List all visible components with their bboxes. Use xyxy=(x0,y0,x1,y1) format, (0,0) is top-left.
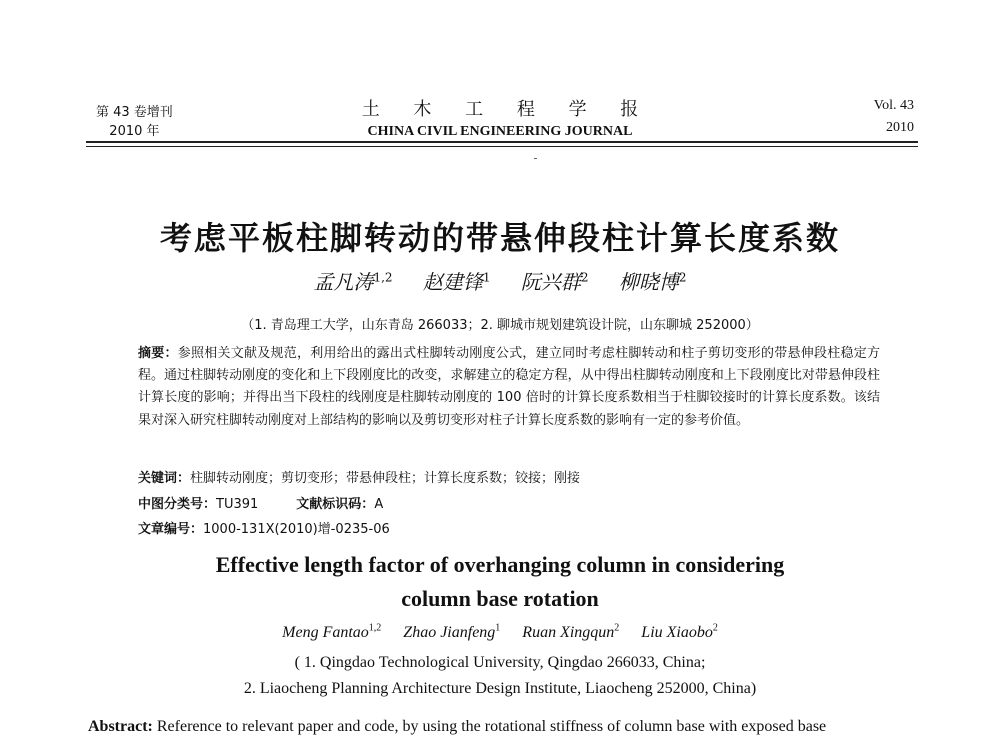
author-cn-sup: 1 xyxy=(482,270,491,285)
authors-en xyxy=(0,623,1000,642)
paper-title-en-line2: column base rotation xyxy=(401,586,599,611)
author-cn xyxy=(619,270,687,294)
volume-info xyxy=(874,95,914,139)
keywords-cn xyxy=(138,467,580,486)
author-en-name: Zhao Jianfeng xyxy=(403,624,496,642)
author-cn-sup: 2 xyxy=(678,270,687,285)
header-rule-thick xyxy=(86,141,918,143)
paper-title-en-line1: Effective length factor of overhanging column in considering xyxy=(215,552,785,577)
volume-label: Vol. 43 xyxy=(873,98,914,113)
abstract-cn-text: 参照相关文献及规范，利用给出的露出式柱脚转动刚度公式，建立同时考虑柱脚转动和柱子剪切变形的带悬伸段柱稳定方程。通过柱脚转动刚度的变化和上下段刚度比的改变，求解建立的稳定方程，从中得出柱脚转动刚度和上下段刚度比对带悬伸段柱计算长度的影响；并得出当下段柱的线刚度是柱脚转动刚度的 100 倍时的计算长度系数相当于柱脚铰接时的计算长度系数。该结果对深入研究柱脚转动刚度对上部结构的影响以及剪切变形对柱子计算长度系数的影响有一定的参考价值。 xyxy=(138,346,880,428)
journal-masthead xyxy=(330,95,670,140)
abstract-en-text: Reference to relevant paper and code, by using the rotational stiffness of column base with exposed base xyxy=(156,718,827,735)
abstract-en-label: Abstract: xyxy=(88,718,153,735)
author-en-sup: 2 xyxy=(712,623,718,634)
author-cn-name: 孟凡涛 xyxy=(313,270,374,294)
abstract-cn-label: 摘要： xyxy=(138,346,178,361)
authors-cn xyxy=(0,266,1000,295)
author-cn-sup: 2 xyxy=(580,270,589,285)
author-en-sup: 1,2 xyxy=(368,623,382,634)
author-en xyxy=(282,624,381,641)
author-en xyxy=(522,624,619,641)
abstract-cn xyxy=(138,343,880,432)
journal-name-cn: 土 木 工 程 学 报 xyxy=(361,99,653,120)
author-en-name: Meng Fantao xyxy=(282,624,369,642)
author-cn xyxy=(313,270,392,294)
author-cn-sup: 1,2 xyxy=(373,270,393,285)
author-cn xyxy=(423,270,491,294)
journal-name-en: CHINA CIVIL ENGINEERING JOURNAL xyxy=(367,124,633,139)
affiliation-en-line2: 2. Liaocheng Planning Architecture Design Institute, Liaocheng 252000, China) xyxy=(243,680,757,697)
issue-year: 2010 年 xyxy=(109,124,160,139)
classification-line xyxy=(138,493,383,512)
author-en-name: Ruan Xingqun xyxy=(522,624,615,642)
affiliation-cn: （1. 青岛理工大学，山东青岛 266033；2. 聊城市规划建筑设计院，山东聊城 252000） xyxy=(241,318,759,333)
author-cn-name: 阮兴群 xyxy=(520,270,581,294)
article-number-label: 文章编号： xyxy=(138,522,204,537)
author-cn-name: 赵建锋 xyxy=(422,270,483,294)
abstract-en xyxy=(88,716,938,738)
keywords-cn-label: 关键词： xyxy=(138,471,191,486)
volume-year: 2010 xyxy=(886,120,914,135)
author-cn xyxy=(521,270,589,294)
author-en-sup: 1 xyxy=(495,623,501,634)
clc-label: 中图分类号： xyxy=(138,497,217,512)
article-number xyxy=(138,518,390,537)
header-rule-thin xyxy=(86,146,918,147)
scan-mark xyxy=(534,158,537,159)
article-number-value: 1000-131X(2010)增-0235-06 xyxy=(203,522,390,537)
author-en-sup: 2 xyxy=(614,623,620,634)
issue-info xyxy=(96,103,173,141)
doc-code-value: A xyxy=(374,497,384,512)
issue-label: 第 43 卷增刊 xyxy=(96,105,173,120)
affiliation-en-line1: ( 1. Qingdao Technological University, Qingdao 266033, China; xyxy=(294,654,706,671)
keywords-cn-text: 柱脚转动刚度；剪切变形；带悬伸段柱；计算长度系数；铰接；刚接 xyxy=(190,471,581,486)
author-cn-name: 柳晓博 xyxy=(618,270,679,294)
clc-value: TU391 xyxy=(216,497,259,512)
author-en xyxy=(403,624,500,641)
doc-code-label: 文献标识码： xyxy=(296,497,375,512)
author-en-name: Liu Xiaobo xyxy=(641,624,713,642)
paper-title-cn: 考虑平板柱脚转动的带悬伸段柱计算长度系数 xyxy=(159,219,840,257)
author-en xyxy=(641,624,718,641)
paper-title-en xyxy=(0,548,1000,616)
